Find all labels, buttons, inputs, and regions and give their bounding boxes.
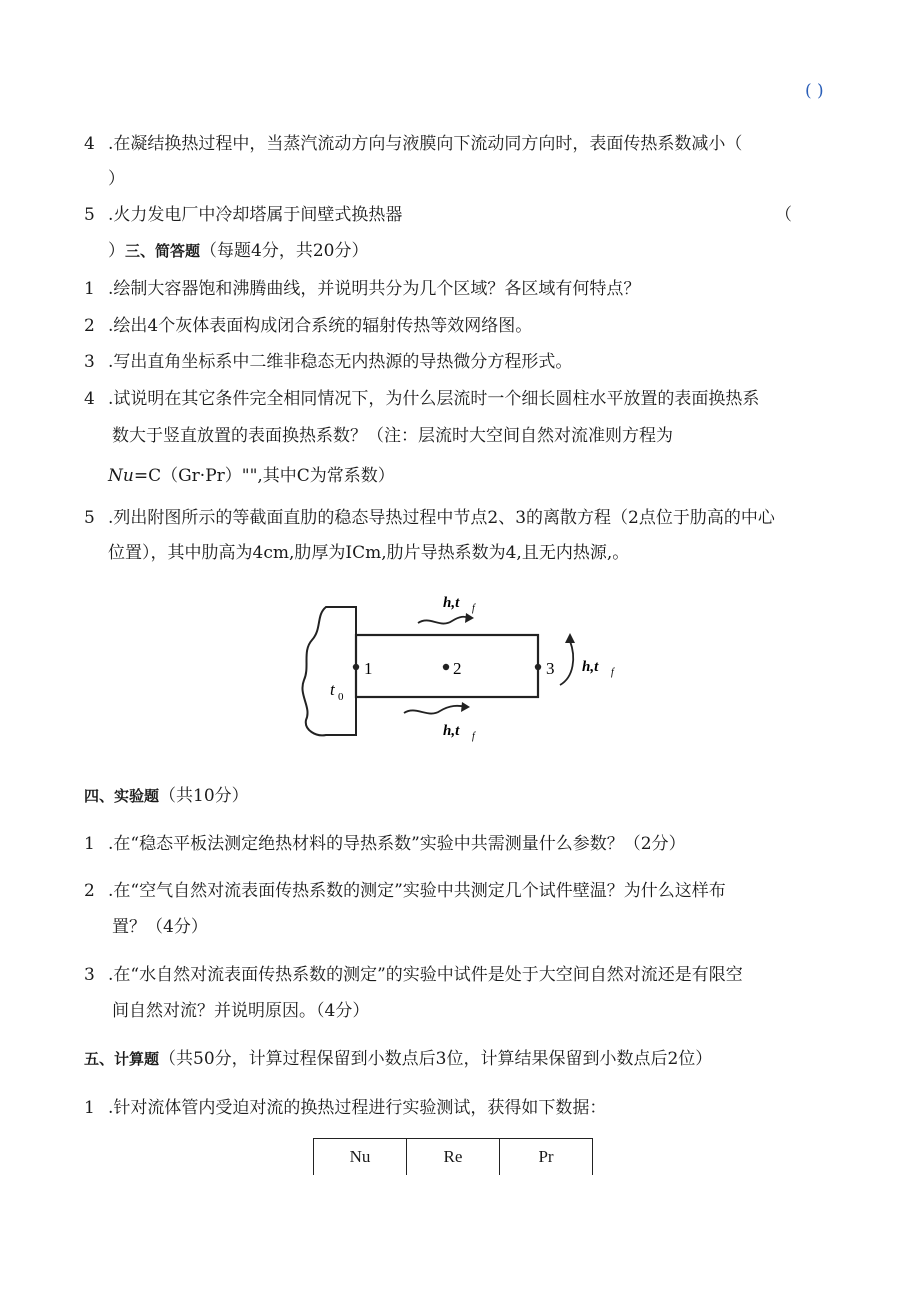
item-text: .绘制大容器饱和沸腾曲线，并说明共分为几个区域？各区域有何特点？ — [108, 279, 641, 299]
right-h-label: h,t — [582, 659, 599, 675]
section-score: （共50分，计算过程保留到小数点后3位，计算结果保留到小数点后2位） — [159, 1049, 713, 1069]
judge-item-4-cont: ） — [108, 169, 125, 189]
item-number: 1 — [84, 834, 95, 854]
item-number: 4 — [84, 389, 95, 409]
node-2-label: 2 — [453, 659, 462, 678]
table-header-row — [314, 1139, 593, 1176]
section-5-heading — [84, 1048, 712, 1070]
section-score: （共10分） — [159, 786, 249, 806]
right-f-subscript: f — [611, 667, 614, 678]
section-title: 三、简答题 — [125, 242, 201, 260]
item-text: .试说明在其它条件完全相同情况下，为什么层流时一个细长圆柱水平放置的表面换热系 — [108, 389, 760, 409]
section-3-heading — [108, 240, 368, 262]
top-flow-arrow — [418, 617, 470, 624]
item-number: 1 — [84, 1098, 95, 1118]
data-table — [313, 1138, 593, 1175]
top-h-label: h,t — [443, 595, 460, 611]
node-3-dot — [535, 664, 541, 670]
experiment-3-cont: 间自然对流？并说明原因。（4分） — [112, 1001, 370, 1021]
answer-bracket-open: （ — [775, 205, 792, 225]
right-arrowhead — [565, 633, 575, 643]
header-re: Re — [407, 1139, 500, 1176]
right-flow-arrow — [560, 641, 573, 685]
item-number: 4 — [84, 134, 95, 154]
item-text: .针对流体管内受迫对流的换热过程进行实验测试，获得如下数据： — [108, 1098, 607, 1118]
item-text: .在“水自然对流表面传热系数的测定”的实验中试件是处于大空间自然对流还是有限空 — [108, 965, 743, 985]
node-2-dot — [443, 664, 449, 670]
experiment-2-cont: 置？（4分） — [112, 917, 208, 937]
item-text: .火力发电厂中冷却塔属于间壁式换热器 — [108, 205, 403, 225]
t0-label: t — [330, 680, 335, 699]
item-text: .在凝结换热过程中，当蒸汽流动方向与液膜向下流动同方向时，表面传热系数减小（ — [108, 134, 743, 154]
item-text: .列出附图所示的等截面直肋的稳态导热过程中节点2、3的离散方程（2点位于肋高的中心 — [108, 508, 775, 528]
wall-outline — [302, 607, 356, 735]
item-text: .在“稳态平板法测定绝热材料的导热系数”实验中共需测量什么参数？（2分） — [108, 834, 686, 854]
t0-subscript: 0 — [338, 691, 344, 703]
section-4-heading — [84, 785, 249, 807]
item-text: .在“空气自然对流表面传热系数的测定”实验中共测定几个试件壁温？为什么这样布 — [108, 881, 726, 901]
section-title: 四、实验题 — [84, 787, 160, 805]
node-1-label: 1 — [364, 659, 373, 678]
item-number: 3 — [84, 352, 95, 372]
item-number: 5 — [84, 508, 95, 528]
top-f-subscript: f — [472, 603, 475, 614]
item-text: .写出直角坐标系中二维非稳态无内热源的导热微分方程形式。 — [108, 352, 573, 372]
question-4-cont: 数大于竖直放置的表面换热系数？（注：层流时大空间自然对流准则方程为 — [112, 426, 673, 446]
item-number: 3 — [84, 965, 95, 985]
bottom-arrowhead — [461, 702, 470, 712]
header-nu: Nu — [314, 1139, 407, 1176]
nusselt-symbol: Nu — [108, 466, 134, 486]
item-number: 2 — [84, 881, 95, 901]
formula-rest: =C（Gr·Pr）"",其中C为常系数） — [133, 466, 395, 486]
bottom-flow-arrow — [404, 706, 466, 714]
item-number: 1 — [84, 279, 95, 299]
fin-diagram — [298, 585, 628, 750]
item-number: 2 — [84, 316, 95, 336]
question-5-cont: 位置），其中肋高为4cm,肋厚为ICm,肋片导热系数为4,且无内热源,。 — [108, 543, 630, 563]
bottom-f-subscript: f — [472, 731, 475, 742]
bottom-h-label: h,t — [443, 723, 460, 739]
top-arrowhead — [465, 613, 474, 623]
item-text: .绘出4个灰体表面构成闭合系统的辐射传热等效网络图。 — [108, 316, 533, 336]
item-number: 5 — [84, 205, 95, 225]
section-title: 五、计算题 — [84, 1050, 160, 1068]
bracket-close: ） — [108, 241, 125, 261]
header-pr: Pr — [500, 1139, 593, 1176]
formula-line — [108, 465, 395, 487]
section-score: （每题4分，共20分） — [200, 241, 369, 261]
answer-bracket: ( ) — [805, 81, 824, 101]
node-3-label: 3 — [546, 659, 555, 678]
node-1-dot — [353, 664, 359, 670]
